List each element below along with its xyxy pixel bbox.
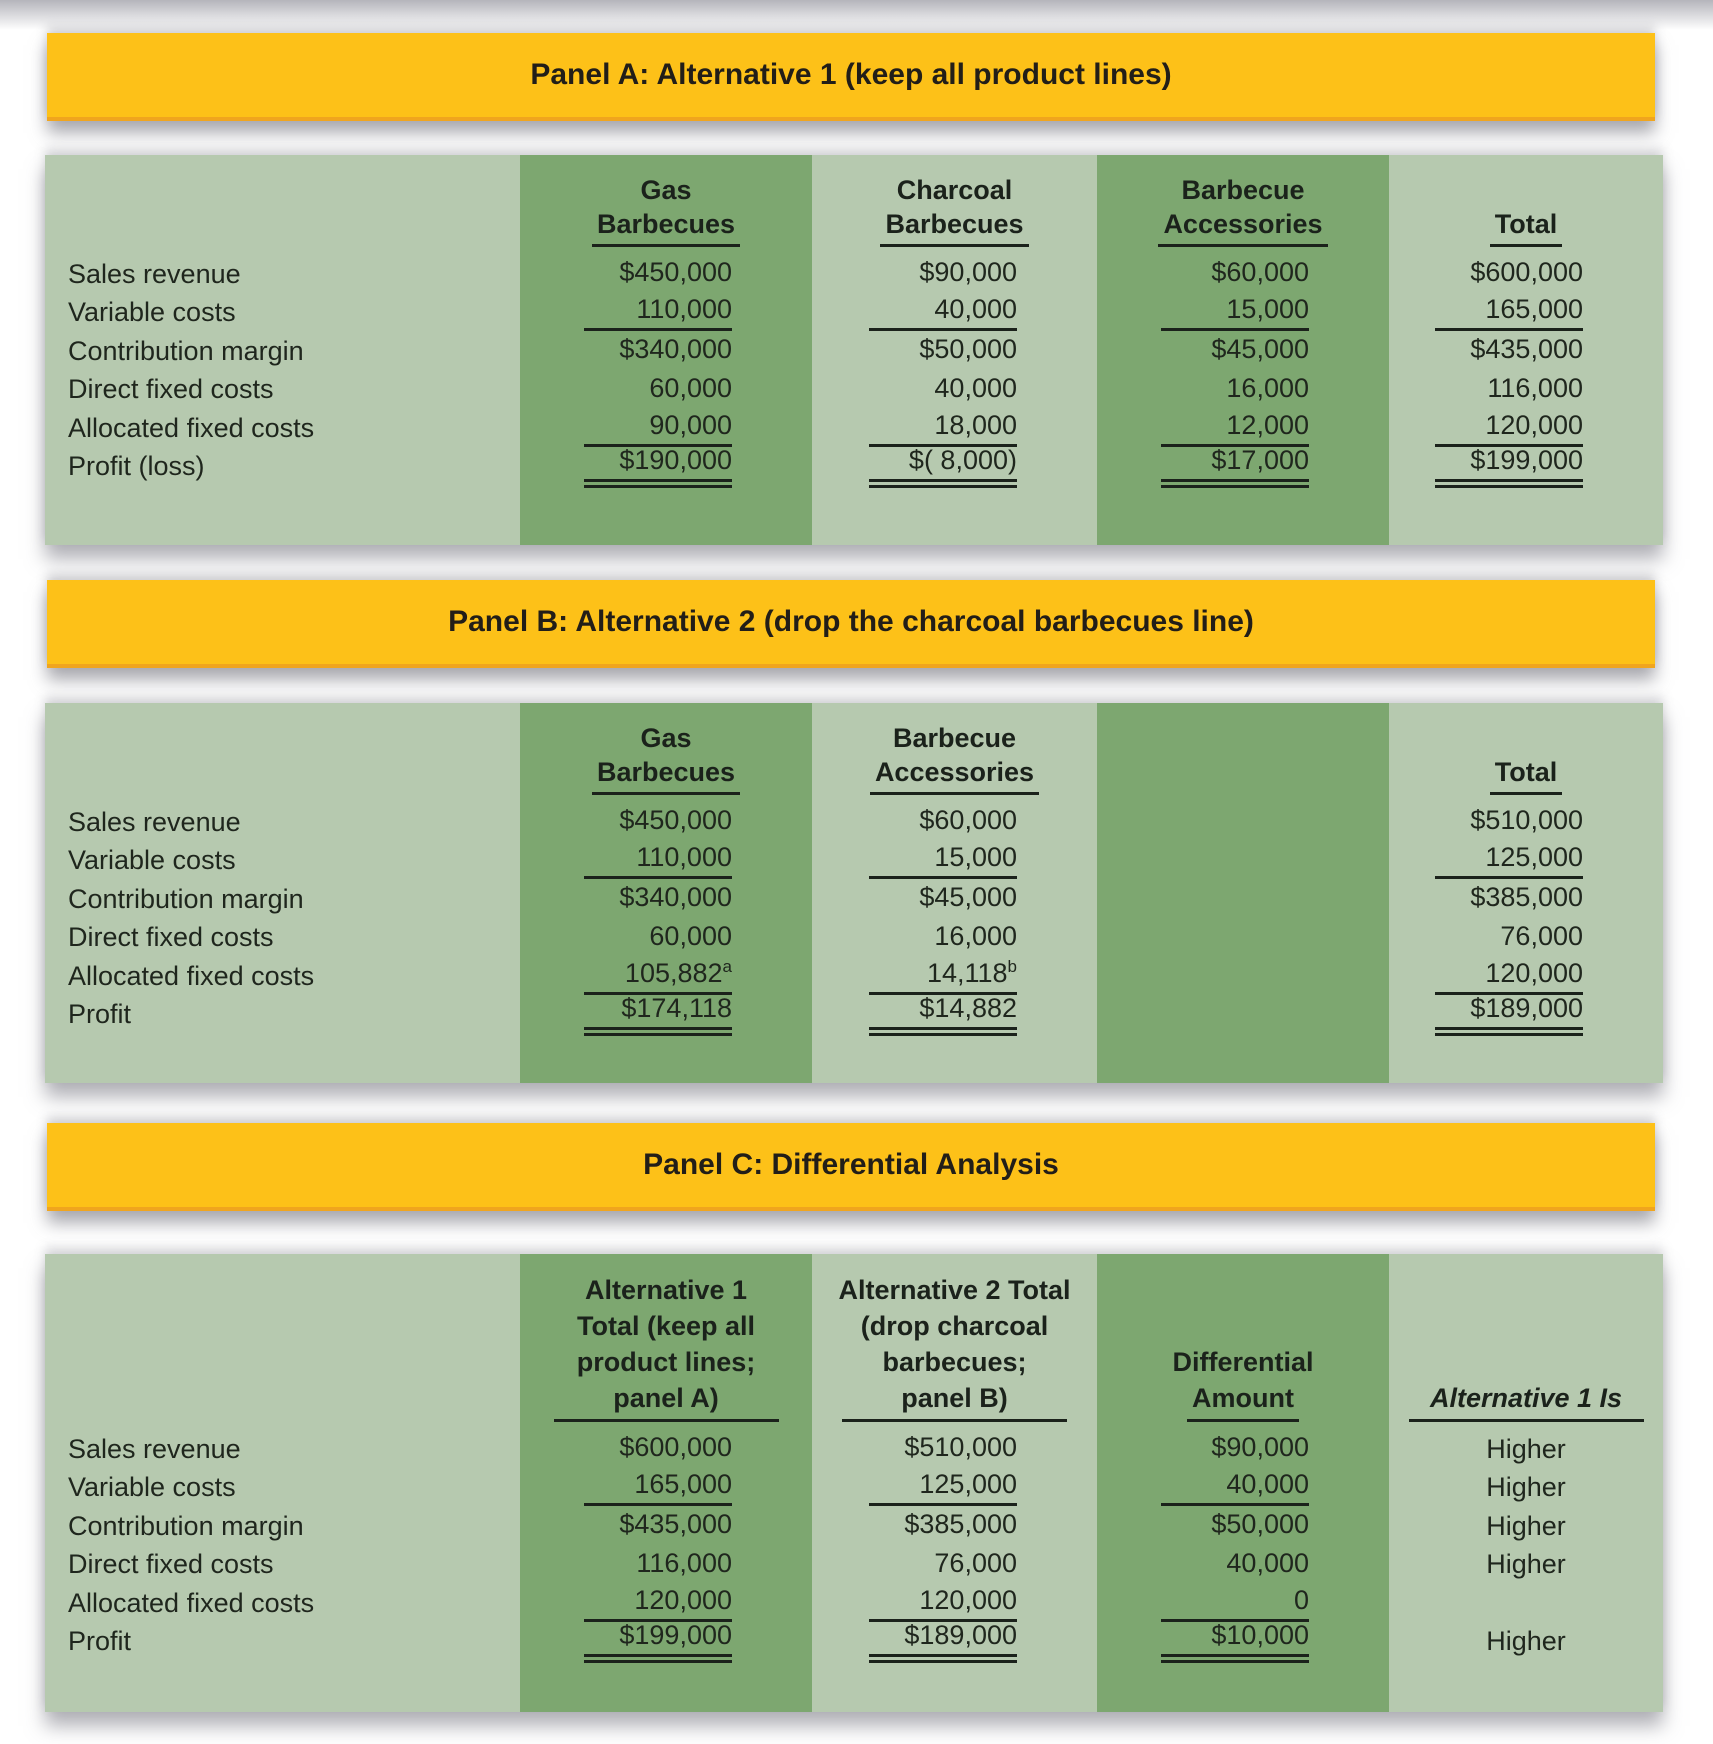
cell: 165,000 <box>1389 294 1663 331</box>
header-line: Barbecues <box>880 207 1028 247</box>
cell: 16,000 <box>934 920 1017 951</box>
cell: 76,000 <box>1500 920 1583 951</box>
header-spacer <box>45 155 520 255</box>
cell: 90,000 <box>520 410 812 447</box>
table-row <box>45 445 1663 487</box>
cell: $385,000 <box>904 1509 1017 1540</box>
header-line: Barbecues <box>592 755 740 795</box>
cell: $50,000 <box>1211 1509 1309 1540</box>
cell: $435,000 <box>619 1509 732 1540</box>
table-row <box>45 371 1663 410</box>
table-row <box>45 255 1663 294</box>
table-row <box>45 1469 1663 1508</box>
table-row <box>45 957 1663 996</box>
table-row <box>45 1430 1663 1469</box>
row-label: Direct fixed costs <box>68 374 274 405</box>
row-label: Sales revenue <box>68 806 241 837</box>
col-header-differential-amount <box>1097 1254 1389 1430</box>
cell: 40,000 <box>812 294 1097 331</box>
header-line: Differential <box>1172 1347 1314 1377</box>
cell <box>520 958 812 995</box>
cell: 110,000 <box>520 294 812 331</box>
footnote-marker: a <box>722 956 732 976</box>
col-header-barbecue-accessories <box>812 703 1097 803</box>
cell: $199,000 <box>520 1620 812 1663</box>
cell: $600,000 <box>1470 257 1583 288</box>
row-label: Variable costs <box>68 1472 236 1503</box>
cell: 15,000 <box>1097 294 1389 331</box>
table-row <box>45 842 1663 881</box>
cell: 116,000 <box>636 1547 732 1578</box>
table-row <box>45 803 1663 842</box>
header-line: panel B) <box>842 1380 1067 1422</box>
col-header-alternative-2-total <box>812 1254 1097 1430</box>
panel-a-title: Panel A: Alternative 1 (keep all product lines) <box>530 58 1172 91</box>
row-label: Contribution margin <box>68 883 304 914</box>
col-header-barbecue-accessories <box>1097 155 1389 255</box>
cell: $45,000 <box>919 882 1017 913</box>
row-label: Variable costs <box>68 297 236 328</box>
footnote-marker: b <box>1007 956 1017 976</box>
cell: 60,000 <box>649 372 732 403</box>
cell: $189,000 <box>1389 993 1663 1036</box>
cell: $45,000 <box>1211 334 1309 365</box>
header-line: (drop charcoal <box>860 1311 1049 1341</box>
cell: 40,000 <box>1097 1469 1389 1506</box>
cell: 125,000 <box>812 1469 1097 1506</box>
row-label: Allocated fixed costs <box>68 1587 315 1618</box>
cell: $60,000 <box>919 805 1017 836</box>
col-header-total <box>1389 155 1663 255</box>
cell: $340,000 <box>619 334 732 365</box>
table-row <box>45 1546 1663 1585</box>
header-line: Accessories <box>1158 207 1327 247</box>
cell: $435,000 <box>1470 334 1583 365</box>
cell: 120,000 <box>1389 958 1663 995</box>
header-line: Total <box>1490 755 1563 795</box>
row-label: Profit (loss) <box>68 451 205 482</box>
cell: 120,000 <box>812 1585 1097 1622</box>
table-row <box>45 409 1663 448</box>
cell: $340,000 <box>619 882 732 913</box>
comparison-cell: Higher <box>1486 1549 1566 1580</box>
cell: 0 <box>1097 1585 1389 1622</box>
value-with-footnote: 14,118$^b$ <box>869 958 1017 995</box>
cell: $174,118 <box>520 993 812 1036</box>
header-empty-column <box>1097 703 1389 803</box>
cell: $385,000 <box>1470 882 1583 913</box>
value-with-footnote: 105,882$^a$ <box>584 958 732 995</box>
cell: 120,000 <box>520 1585 812 1622</box>
cell: 40,000 <box>934 372 1017 403</box>
cell: $14,882 <box>812 993 1097 1036</box>
cell: $60,000 <box>1211 257 1309 288</box>
comparison-cell: Higher <box>1486 1510 1566 1541</box>
header-line: barbecues; <box>882 1347 1027 1377</box>
row-label: Contribution margin <box>68 335 304 366</box>
panel-a-header-row <box>45 155 1663 255</box>
header-line: Barbecue <box>892 723 1017 753</box>
cell: 15,000 <box>812 842 1097 879</box>
header-line: Amount <box>1187 1380 1299 1422</box>
row-label: Profit <box>68 1626 132 1657</box>
table-row <box>45 294 1663 333</box>
panel-b-title: Panel B: Alternative 2 (drop the charcoal barbecues line) <box>448 605 1254 638</box>
row-label: Contribution margin <box>68 1510 304 1541</box>
col-header-total <box>1389 703 1663 803</box>
header-line: Gas <box>640 723 692 753</box>
header-spacer <box>45 1254 520 1430</box>
col-header-gas-barbecues <box>520 703 812 803</box>
cell: $450,000 <box>619 805 732 836</box>
table-row <box>45 1507 1663 1546</box>
header-line: Barbecue <box>1181 175 1305 205</box>
panel-a-table <box>45 155 1663 545</box>
row-label: Allocated fixed costs <box>68 412 315 443</box>
cell: 110,000 <box>520 842 812 879</box>
header-line: Gas <box>640 175 692 205</box>
cell: $90,000 <box>919 257 1017 288</box>
cell: $10,000 <box>1097 1620 1389 1663</box>
top-shadow <box>0 0 1713 30</box>
table-row <box>45 993 1663 1035</box>
table-row <box>45 919 1663 958</box>
panel-c-title-bar <box>47 1123 1655 1211</box>
cell: 40,000 <box>1226 1547 1309 1578</box>
table-row <box>45 1620 1663 1662</box>
col-header-gas-barbecues <box>520 155 812 255</box>
cell: 12,000 <box>1097 410 1389 447</box>
cell: $450,000 <box>619 257 732 288</box>
panel-a-title-bar <box>47 33 1655 121</box>
header-line: panel A) <box>554 1380 779 1422</box>
cell: 60,000 <box>649 920 732 951</box>
header-line: Accessories <box>870 755 1039 795</box>
cell: $( 8,000) <box>812 445 1097 488</box>
col-header-charcoal-barbecues <box>812 155 1097 255</box>
cell: $199,000 <box>1389 445 1663 488</box>
cell: $510,000 <box>904 1432 1017 1463</box>
cell: $190,000 <box>520 445 812 488</box>
comparison-cell: Higher <box>1486 1472 1566 1503</box>
table-row <box>45 880 1663 919</box>
row-label: Sales revenue <box>68 258 241 289</box>
cell: 76,000 <box>934 1547 1017 1578</box>
panel-c-table <box>45 1254 1663 1712</box>
cell: $90,000 <box>1211 1432 1309 1463</box>
panel-b-header-row <box>45 703 1663 803</box>
header-line: Alternative 1 Is <box>1409 1380 1644 1422</box>
header-line: Total (keep all <box>576 1311 756 1341</box>
row-label: Direct fixed costs <box>68 922 274 953</box>
cell: $510,000 <box>1470 805 1583 836</box>
comparison-cell: Higher <box>1486 1626 1566 1657</box>
cell: $50,000 <box>919 334 1017 365</box>
cell: $600,000 <box>619 1432 732 1463</box>
cell: 165,000 <box>520 1469 812 1506</box>
table-row <box>45 332 1663 371</box>
panel-b-table <box>45 703 1663 1083</box>
header-line: Alternative 2 Total <box>838 1275 1071 1305</box>
header-spacer <box>45 703 520 803</box>
header-line: Charcoal <box>896 175 1013 205</box>
header-line: Barbecues <box>592 207 740 247</box>
cell: 116,000 <box>1487 372 1583 403</box>
panel-c-header-row <box>45 1254 1663 1430</box>
col-header-alternative-1-is <box>1389 1254 1663 1430</box>
panel-b-title-bar <box>47 580 1655 668</box>
row-label: Sales revenue <box>68 1433 241 1464</box>
cell: 120,000 <box>1389 410 1663 447</box>
cell: 125,000 <box>1389 842 1663 879</box>
cell: $189,000 <box>812 1620 1097 1663</box>
row-label: Allocated fixed costs <box>68 960 315 991</box>
comparison-cell: Higher <box>1486 1433 1566 1464</box>
header-line: Alternative 1 <box>584 1275 748 1305</box>
panel-c-title: Panel C: Differential Analysis <box>643 1148 1059 1181</box>
cell: 16,000 <box>1226 372 1309 403</box>
row-label: Profit <box>68 999 132 1030</box>
header-line: product lines; <box>576 1347 756 1377</box>
cell <box>812 958 1097 995</box>
row-label: Direct fixed costs <box>68 1549 274 1580</box>
col-header-alternative-1-total <box>520 1254 812 1430</box>
header-line: Total <box>1490 207 1563 247</box>
table-row <box>45 1584 1663 1623</box>
cell: 18,000 <box>812 410 1097 447</box>
cell: $17,000 <box>1097 445 1389 488</box>
row-label: Variable costs <box>68 845 236 876</box>
